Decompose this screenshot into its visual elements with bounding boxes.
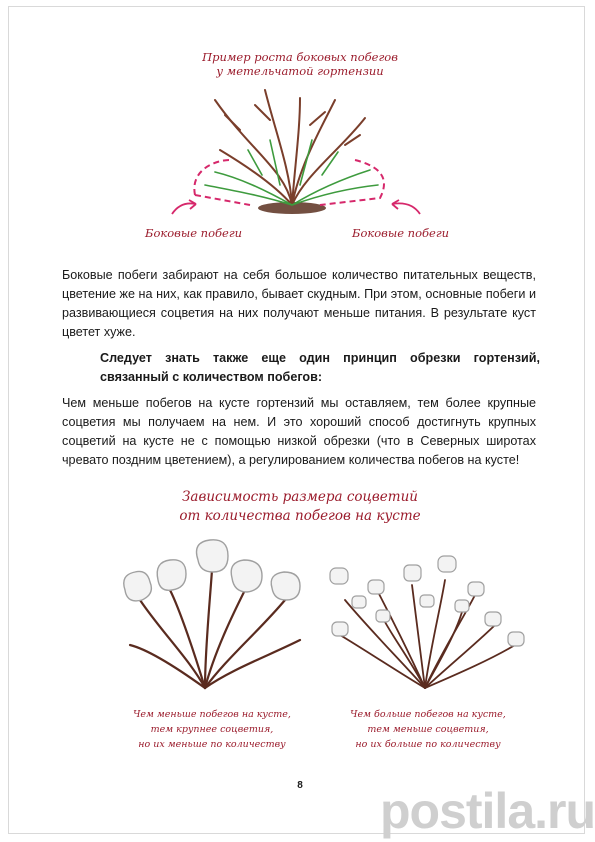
- page-number: 8: [297, 780, 303, 791]
- note-more-shoots: [328, 707, 528, 752]
- note-fewer-line1: Чем меньше побегов на кусте,: [133, 709, 291, 720]
- note-fewer-shoots: [112, 707, 312, 752]
- paragraph-side-shoots: Боковые побеги забирают на себя большое количество питательных веществ, цветение же на них, как правило, бывает скудным. При этом, основные побеги и развивающиеся соцветия на них получают меньше питания. В результате куст цветет хуже.: [62, 268, 536, 339]
- note-more-line1: Чем больше побегов на кусте,: [350, 709, 506, 720]
- note-fewer-line3: но их меньше по количеству: [138, 739, 286, 750]
- right-side-shoots-label: Боковые побеги: [352, 226, 450, 240]
- note-more-line2: тем меньше соцветия,: [367, 724, 489, 735]
- paragraph-principle: Следует знать также еще один принцип обрезки гортензий, связанный с количеством побегов:: [100, 351, 540, 384]
- figure1-title-line2: у метельчатой гортензии: [216, 64, 384, 78]
- paragraph-shoot-count: Чем меньше побегов на кусте гортензий мы оставляем, тем более крупные соцветия мы получаем на нем. И это хороший способ достигнуть крупных соцветий на кусте не с помощью низкой обрезки (что в Северных широтах чревато поздним цветением), а регулированием количества побегов на кусте!: [62, 396, 536, 467]
- watermark-logo: postila.ru: [380, 783, 595, 839]
- figure2-title-line1: Зависимость размера соцветий: [182, 489, 418, 505]
- figure1-title-line1: Пример роста боковых побегов: [202, 50, 398, 64]
- note-more-line3: но их больше по количеству: [355, 739, 501, 750]
- note-fewer-line2: тем крупнее соцветия,: [150, 724, 274, 735]
- left-side-shoots-label: Боковые побеги: [145, 226, 243, 240]
- figure2-title-line2: от количества побегов на кусте: [179, 508, 421, 524]
